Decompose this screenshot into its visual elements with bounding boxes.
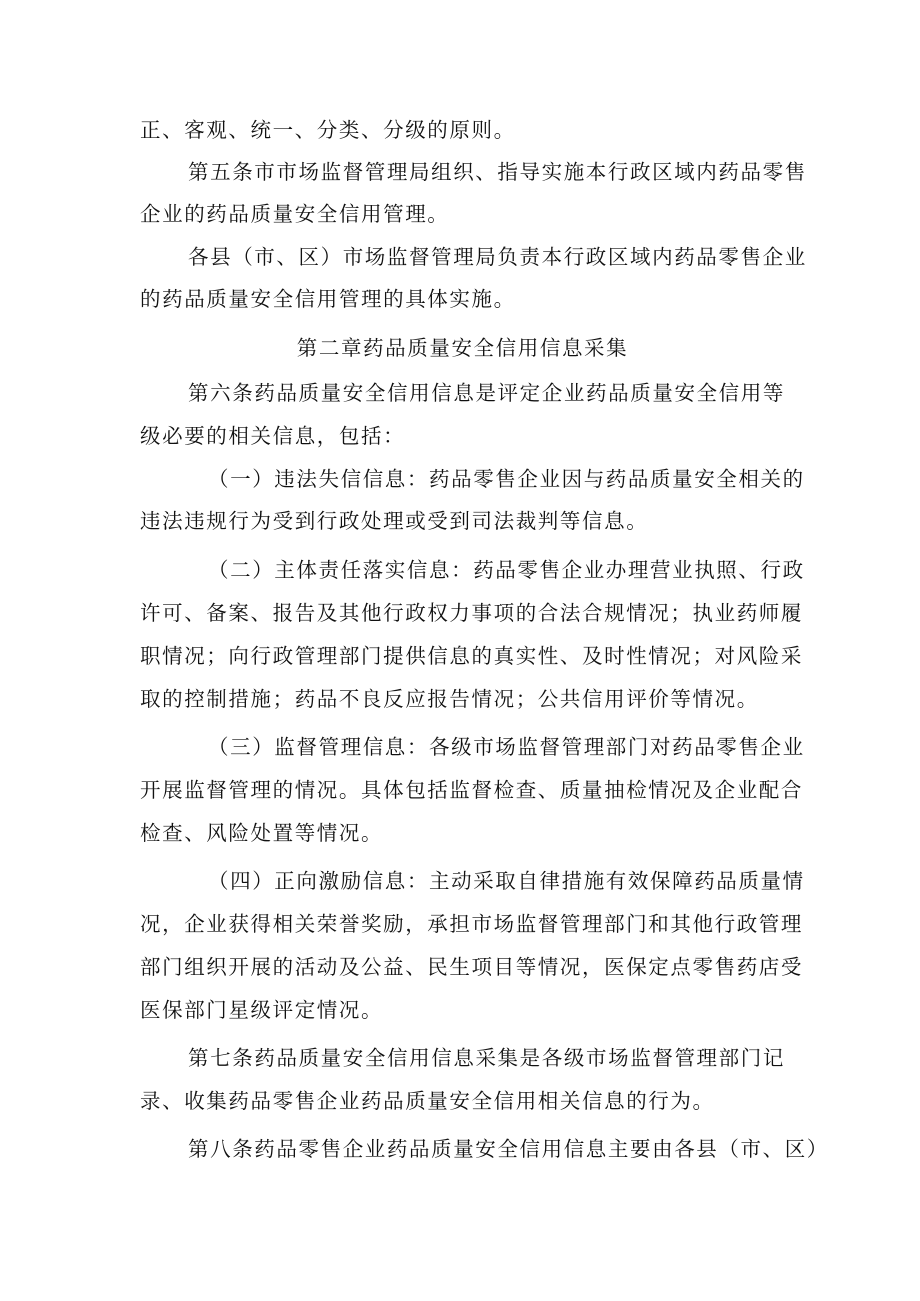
- article-8-line: 第八条药品零售企业药品质量安全信用信息主要由各县（市、区）: [188, 1137, 829, 1161]
- item-1-line: （一）违法失信信息：药品零售企业因与药品质量安全相关的: [208, 467, 805, 491]
- article-6-line: 第六条药品质量安全信用信息是评定企业药品质量安全信用等: [188, 381, 785, 405]
- text-line: 违法违规行为受到行政处理或受到司法裁判等信息。: [140, 509, 649, 533]
- text-line: 开展监督管理的情况。具体包括监督检查、质量抽检情况及企业配合: [140, 778, 803, 802]
- text-line: 职情况；向行政管理部门提供信息的真实性、及时性情况；对风险采: [140, 644, 803, 668]
- item-2-line: （二）主体责任落实信息：药品零售企业办理营业执照、行政: [208, 558, 805, 582]
- chapter-heading: 第二章药品质量安全信用信息采集: [296, 336, 629, 360]
- text-line: 企业的药品质量安全信用管理。: [140, 202, 450, 226]
- text-line: 级必要的相关信息，包括：: [140, 424, 406, 448]
- item-3-line: （三）监督管理信息：各级市场监督管理部门对药品零售企业: [208, 735, 805, 759]
- article-5-line: 第五条市市场监督管理局组织、指导实施本行政区域内药品零售: [188, 160, 807, 184]
- text-line: 况，企业获得相关荣誉奖励，承担市场监督管理部门和其他行政管理: [140, 912, 803, 936]
- item-4-line: （四）正向激励信息：主动采取自律措施有效保障药品质量情: [208, 869, 805, 893]
- text-line: 取的控制措施；药品不良反应报告情况；公共信用评价等情况。: [140, 687, 759, 711]
- text-line: 医保部门星级评定情况。: [140, 998, 384, 1022]
- text-line: 的药品质量安全信用管理的具体实施。: [140, 287, 516, 311]
- text-line: 录、收集药品零售企业药品质量安全信用相关信息的行为。: [140, 1089, 715, 1113]
- article-7-line: 第七条药品质量安全信用信息采集是各级市场监督管理部门记: [188, 1046, 785, 1070]
- text-line: 部门组织开展的活动及公益、民生项目等情况，医保定点零售药店受: [140, 955, 803, 979]
- text-line: 正、客观、统一、分类、分级的原则。: [140, 118, 516, 142]
- text-line: 许可、备案、报告及其他行政权力事项的合法合规情况；执业药师履: [140, 601, 803, 625]
- text-line: 各县（市、区）市场监督管理局负责本行政区域内药品零售企业: [188, 245, 807, 269]
- text-line: 检查、风险处置等情况。: [140, 821, 384, 845]
